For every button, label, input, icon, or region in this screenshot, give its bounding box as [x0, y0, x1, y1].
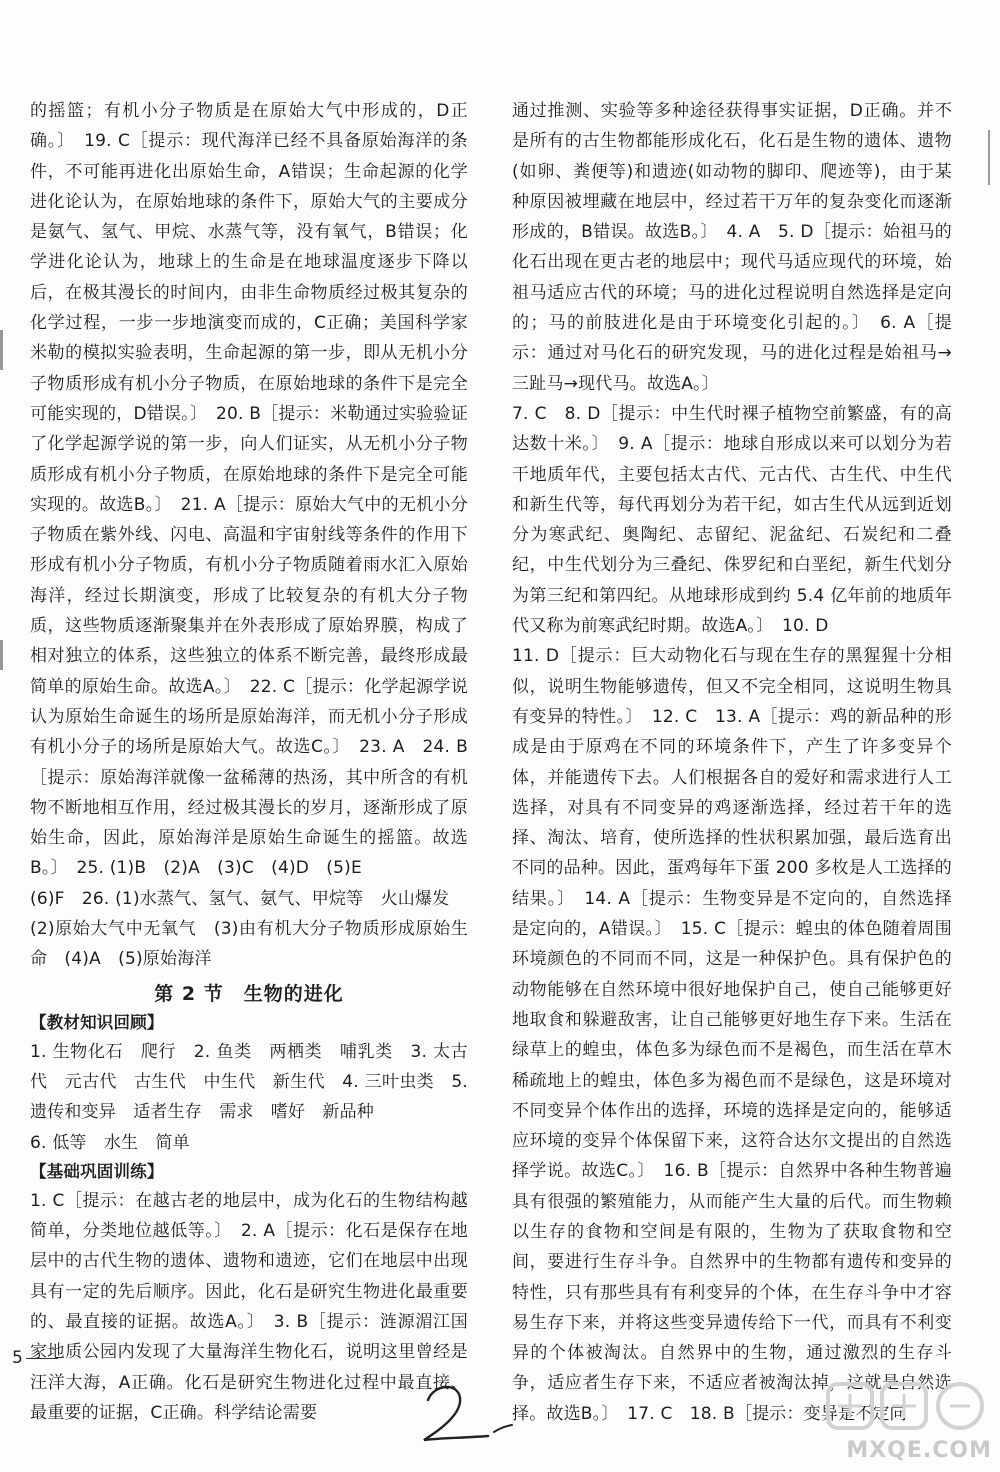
- subsection-heading: 【教材知识回顾】: [30, 1012, 164, 1032]
- handwritten-mark: [410, 1378, 520, 1448]
- left-edge-mark: [0, 330, 3, 370]
- subsection-heading: 【基础巩固训练】: [30, 1161, 164, 1181]
- answer-paragraph: 1. 生物化石 爬行 2. 鱼类 两栖类 哺乳类 3. 太古代 元古代 古生代 中生代 新生代 4. 三叶虫类 5. 遗传和变异 适者生存 需求 嗜好 新品种: [30, 1041, 468, 1123]
- answer-paragraph: 通过推测、实验等多种途径获得事实证据，D正确。并不是所有的古生物都能形成化石，化石是生物的遗体、遗物(如卵、粪便等)和遗迹(如动物的脚印、爬迹等)，由于某种原因被埋藏在地层中，经过若干万年的复杂变化而逐渐形成的，B错误。故选B。〕 4. A 5. D［提示：始祖马的化石出现在更古老的地层中；现代马适应现代的环境，始祖马适应古代的环境；马的进化过程说明自然选择是定向的；马的前肢进化是由于环境变化引起的。〕 6. A［提示：通过对马化石的研究发现，马的进化过程是始祖马→三趾马→现代马。故选A。〕: [512, 101, 952, 394]
- answer-paragraph: 7. C 8. D［提示：中生代时裸子植物空前繁盛，有的高达数十米。〕 9. A［提示：地球自形成以来可以划分为若干地质年代，主要包括太古代、元古代、古生代、中生代和新生代等，每代再划分为若干纪，如古生代从远到近划分为寒武纪、奥陶纪、志留纪、泥盆纪、石炭纪和二叠纪，中生代划分为三叠纪、侏罗纪和白垩纪，新生代划分为第三纪和第四纪。从地球形成到约 5.4 亿年前的地质年代又称为前寒武纪时期。故选A。〕 10. D: [512, 403, 952, 637]
- right-edge-mark: [988, 130, 990, 185]
- answer-paragraph: 1. C［提示：在越古老的地层中，成为化石的生物结构越简单，分类地位越低等。〕 2. A［提示：化石是保存在地层中的古代生物的遗体、遗物和遗迹，它们在地层中出现具有一定的先后顺序。因此，化石是研究生物进化最重要的、最直接的证据。故选A。〕 3. B［提示：涟源湄江国家地质公园内发现了大量海洋生物化石，说明这里曾经是汪洋大海，A正确。化石是研究生物进化过程中最直接、最重要的证据，C正确。科学结论需要: [30, 1190, 468, 1423]
- page-number-dash: [26, 1358, 58, 1359]
- answer-paragraph: 11. D［提示：巨大动物化石与现在生存的黑猩猩十分相似，说明生物能够遗传，但又不完全相同，这说明生物具有变异的特性。〕 12. C 13. A［提示：鸡的新品种的形成是由于原鸡在不同的环境条件下，产生了许多变异个体，并能遗传下去。人们根据各自的爱好和需求进行人工选择，对具有不同变异的鸡逐渐选择，经过若干年的选择、淘汰、培育，使所选择的性状积累加强，最后选育出不同的品种。因此，蛋鸡每年下蛋 200 多枚是人工选择的结果。〕 14. A［提示：生物变异是不定向的，自然选择是定向的，A错误。〕 15. C［提示：蝗虫的体色随着周围环境颜色的不同而不同，这是一种保护色。具有保护色的动物能够在自然环境中很好地保护自己，使自己能够更好地取食和躲避敌害，让自己能够更好地生存下来。生活在绿草上的蝗虫，体色多为绿色而不是褐色，而生活在草木稀疏地上的蝗虫，体色多为褐色而不是绿色，这是环境对不同变异个体作出的选择，环境的选择是定向的，能够适应环境的变异个体保留下来，这符合达尔文提出的自然选择学说。故选C。〕 16. B［提示：自然界中各种生物普遍具有很强的繁殖能力，从而能产生大量的后代。而生物赖以生存的食物和空间是有限的，生物为了获取食物和空间，要进行生存斗争。自然界中的生物都有遗传和变异的特性，只有那些具有有利变异的个体，在生存斗争中才容易生存下来，并将这些变异遗传给下一代，而具有不利变异的个体被淘汰。自然界中的生物，通过激烈的生存斗争，适应者生存下来，不适应者被淘汰掉，这就是自然选择。故选B。〕 17. C 18. B［提示：变异是不定向: [512, 646, 952, 1424]
- page-number: 5: [12, 1348, 23, 1368]
- answer-paragraph: (6)F 26. (1)水蒸气、氢气、氨气、甲烷等 火山爆发: [30, 888, 450, 909]
- section-title: 第 2 节 生物的进化: [154, 982, 344, 1005]
- answer-paragraph: (2)原始大气中无氧气 (3)由有机大分子物质形成原始生命 (4)A (5)原始海洋: [30, 919, 468, 970]
- answer-paragraph: 6. 低等 水生 简单: [30, 1132, 190, 1153]
- right-column: [512, 96, 952, 1429]
- answer-paragraph: 的摇篮；有机小分子物质是在原始大气中形成的，D正确。〕 19. C［提示：现代海洋已经不具备原始海洋的条件，不可能再进化出原始生命，A错误；生命起源的化学进化论认为，在原始地球的条件下，原始大气的主要成分是氨气、氢气、甲烷、水蒸气等，没有氧气，B错误；化学进化论认为，地球上的生命是在地球温度逐步下降以后，在极其漫长的时间内，由非生命物质经过极其复杂的化学过程，一步一步地演变而成的，C正确；美国科学家米勒的模拟实验表明，生命起源的第一步，即从无机小分子物质形成有机小分子物质，在原始地球的条件下是完全可能实现的，D错误。〕 20. B［提示：米勒通过实验验证了化学起源学说的第一步，向人们证实，从无机小分子物质形成有机小分子物质，在原始地球的条件下是完全可能实现的。故选B。〕 21. A［提示：原始大气中的无机小分子物质在紫外线、闪电、高温和宇宙射线等条件的作用下形成有机小分子物质，有机小分子物质随着雨水汇入原始海洋，经过长期演变，形成了比较复杂的有机大分子物质，这些物质逐渐聚集并在外表形成了原始界膜，构成了相对独立的体系，这些独立的体系不断完善，最终形成最简单的原始生命。故选A。〕 22. C［提示：化学起源学说认为原始生命诞生的场所是原始海洋，而无机小分子形成有机小分子的场所是原始大气。故选C。〕 23. A 24. B［提示：原始海洋就像一盆稀薄的热汤，其中所含的有机物不断地相互作用，经过极其漫长的岁月，逐渐形成了原始生命，因此，原始海洋是原始生命诞生的摇篮。故选B。〕 25. (1)B (2)A (3)C (4)D (5)E: [30, 101, 468, 879]
- left-edge-mark: [0, 640, 3, 670]
- left-column: [30, 96, 468, 1428]
- watermark-text: MXQE.COM: [846, 1438, 992, 1463]
